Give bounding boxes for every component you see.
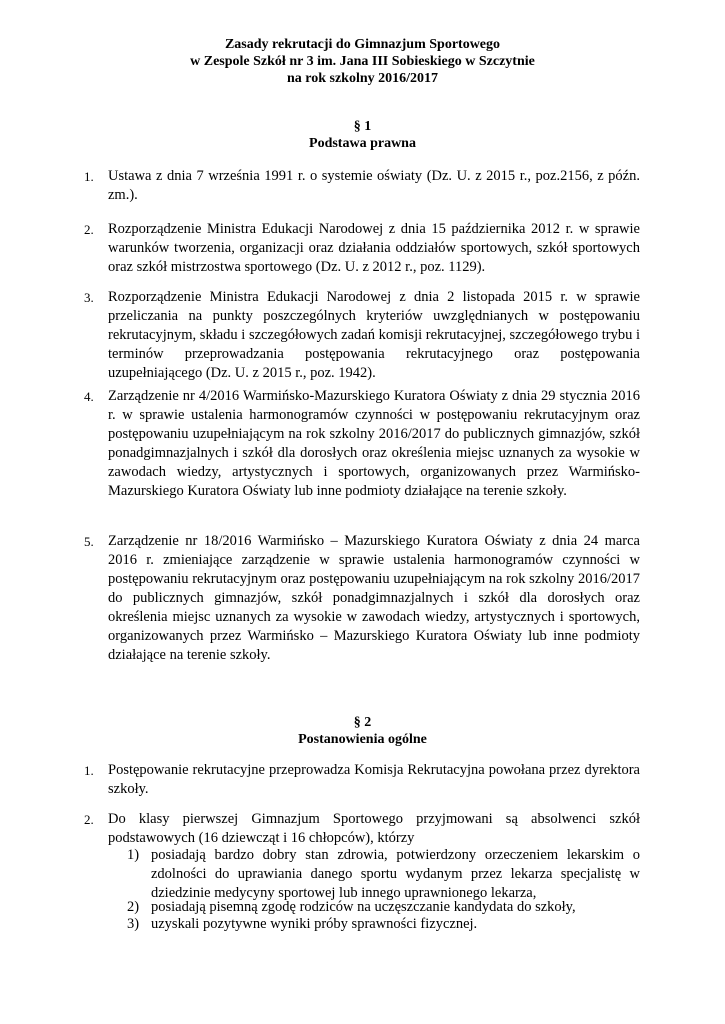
list-item-number: 1. — [84, 763, 94, 778]
sub-list-item-number: 3) — [127, 916, 140, 932]
sub-list-item — [127, 846, 640, 903]
list-item — [84, 387, 640, 501]
sub-list-item — [127, 915, 640, 934]
section-2-symbol: § 2 — [353, 715, 372, 730]
list-item — [84, 761, 640, 799]
document-title — [0, 36, 725, 87]
title-line-1: Zasady rekrutacji do Gimnazjum Sportowego — [224, 37, 501, 52]
title-line-2: w Zespole Szkół nr 3 im. Jana III Sobieskiego w Szczytnie — [190, 54, 535, 69]
list-item — [84, 288, 640, 383]
list-item-number: 3. — [84, 290, 94, 305]
list-item-text: Ustawa z dnia 7 września 1991 r. o systemie oświaty (Dz. U. z 2015 r., poz.2156, z późn. zm.). — [108, 168, 640, 203]
list-item-text: Zarządzenie nr 18/2016 Warmińsko – Mazurskiego Kuratora Oświaty z dnia 24 marca 2016 r. zmieniające zarządzenie w sprawie ustalenia harmonogramów czynności w postępowaniu rekrutacyjnym oraz postępowaniu uzupełniającym na rok szkolny 2016/2017 do publicznych gimnazjów, szkół ponadgimnazjalnych i szkół dla dorosłych oraz określenia miejsc uznanych za wysokie w zawodach wiedzy, artystycznych i sportowych, organizowanych przez Warmińsko – Mazurskiego Kuratora Oświaty lub inne podmioty działające na terenie szkoły. — [108, 533, 640, 663]
list-item-text: Rozporządzenie Ministra Edukacji Narodowej z dnia 15 października 2012 r. w sprawie warunków tworzenia, organizacji oraz działania oddziałów sportowych, szkół sportowych oraz szkół mistrzostwa sportowego (Dz. U. z 2012 r., poz. 1129). — [108, 221, 640, 275]
section-1-header — [0, 118, 725, 152]
list-item — [84, 167, 640, 205]
list-item-text: Zarządzenie nr 4/2016 Warmińsko-Mazurskiego Kuratora Oświaty z dnia 29 stycznia 2016 r. w sprawie ustalenia harmonogramów czynności w postępowaniu rekrutacyjnym oraz postępowaniu uzupełniającym na rok szkolny 2016/2017 do publicznych gimnazjów, szkół ponadgimnazjalnych i szkół dla dorosłych oraz określenia miejsc uznanych za wysokie w zawodach wiedzy, artystycznych i sportowych, organizowanych przez Warmińsko-Mazurskiego Kuratora Oświaty lub inne podmioty działające na terenie szkoły. — [108, 388, 640, 499]
sub-list-item-number: 2) — [127, 899, 140, 915]
list-item-number: 1. — [84, 169, 94, 184]
list-item — [84, 810, 640, 848]
sub-list-item-text: posiadają pisemną zgodę rodziców na uczęszczanie kandydata do szkoły, — [151, 899, 576, 915]
sub-list-item-number: 1) — [127, 847, 140, 863]
list-item-number: 2. — [84, 222, 94, 237]
section-2-heading: Postanowienia ogólne — [298, 732, 427, 747]
title-line-3: na rok szkolny 2016/2017 — [286, 71, 439, 86]
section-1-symbol: § 1 — [353, 119, 372, 134]
list-item-number: 4. — [84, 389, 94, 404]
list-item-text: Do klasy pierwszej Gimnazjum Sportowego przyjmowani są absolwenci szkół podstawowych (16 dziewcząt i 16 chłopców), którzy — [108, 811, 640, 846]
sub-list-item-text: uzyskali pozytywne wyniki próby sprawności fizycznej. — [151, 916, 478, 932]
section-1-heading: Podstawa prawna — [309, 136, 416, 151]
section-2-header — [0, 714, 725, 748]
list-item-number: 5. — [84, 534, 94, 549]
list-item-number: 2. — [84, 812, 94, 827]
list-item-text: Rozporządzenie Ministra Edukacji Narodowej z dnia 2 listopada 2015 r. w sprawie przeliczania na punkty poszczególnych kryteriów uwzględnianych w postępowaniu rekrutacyjnym, składu i szczegółowych zadań komisji rekrutacyjnej, szczegółowego trybu i terminów przeprowadzania postępowania rekrutacyjnego oraz postępowania uzupełniającego (Dz. U. z 2015 r., poz. 1942). — [108, 289, 640, 381]
list-item — [84, 532, 640, 665]
list-item — [84, 220, 640, 277]
sub-list-item-text: posiadają bardzo dobry stan zdrowia, potwierdzony orzeczeniem lekarskim o zdolności do uprawiania danego sportu wydanym przez lekarza specjalistę w dziedzinie medycyny sportowej lub innego uprawnionego lekarza, — [151, 847, 640, 901]
list-item-text: Postępowanie rekrutacyjne przeprowadza Komisja Rekrutacyjna powołana przez dyrektora szkoły. — [108, 762, 640, 797]
